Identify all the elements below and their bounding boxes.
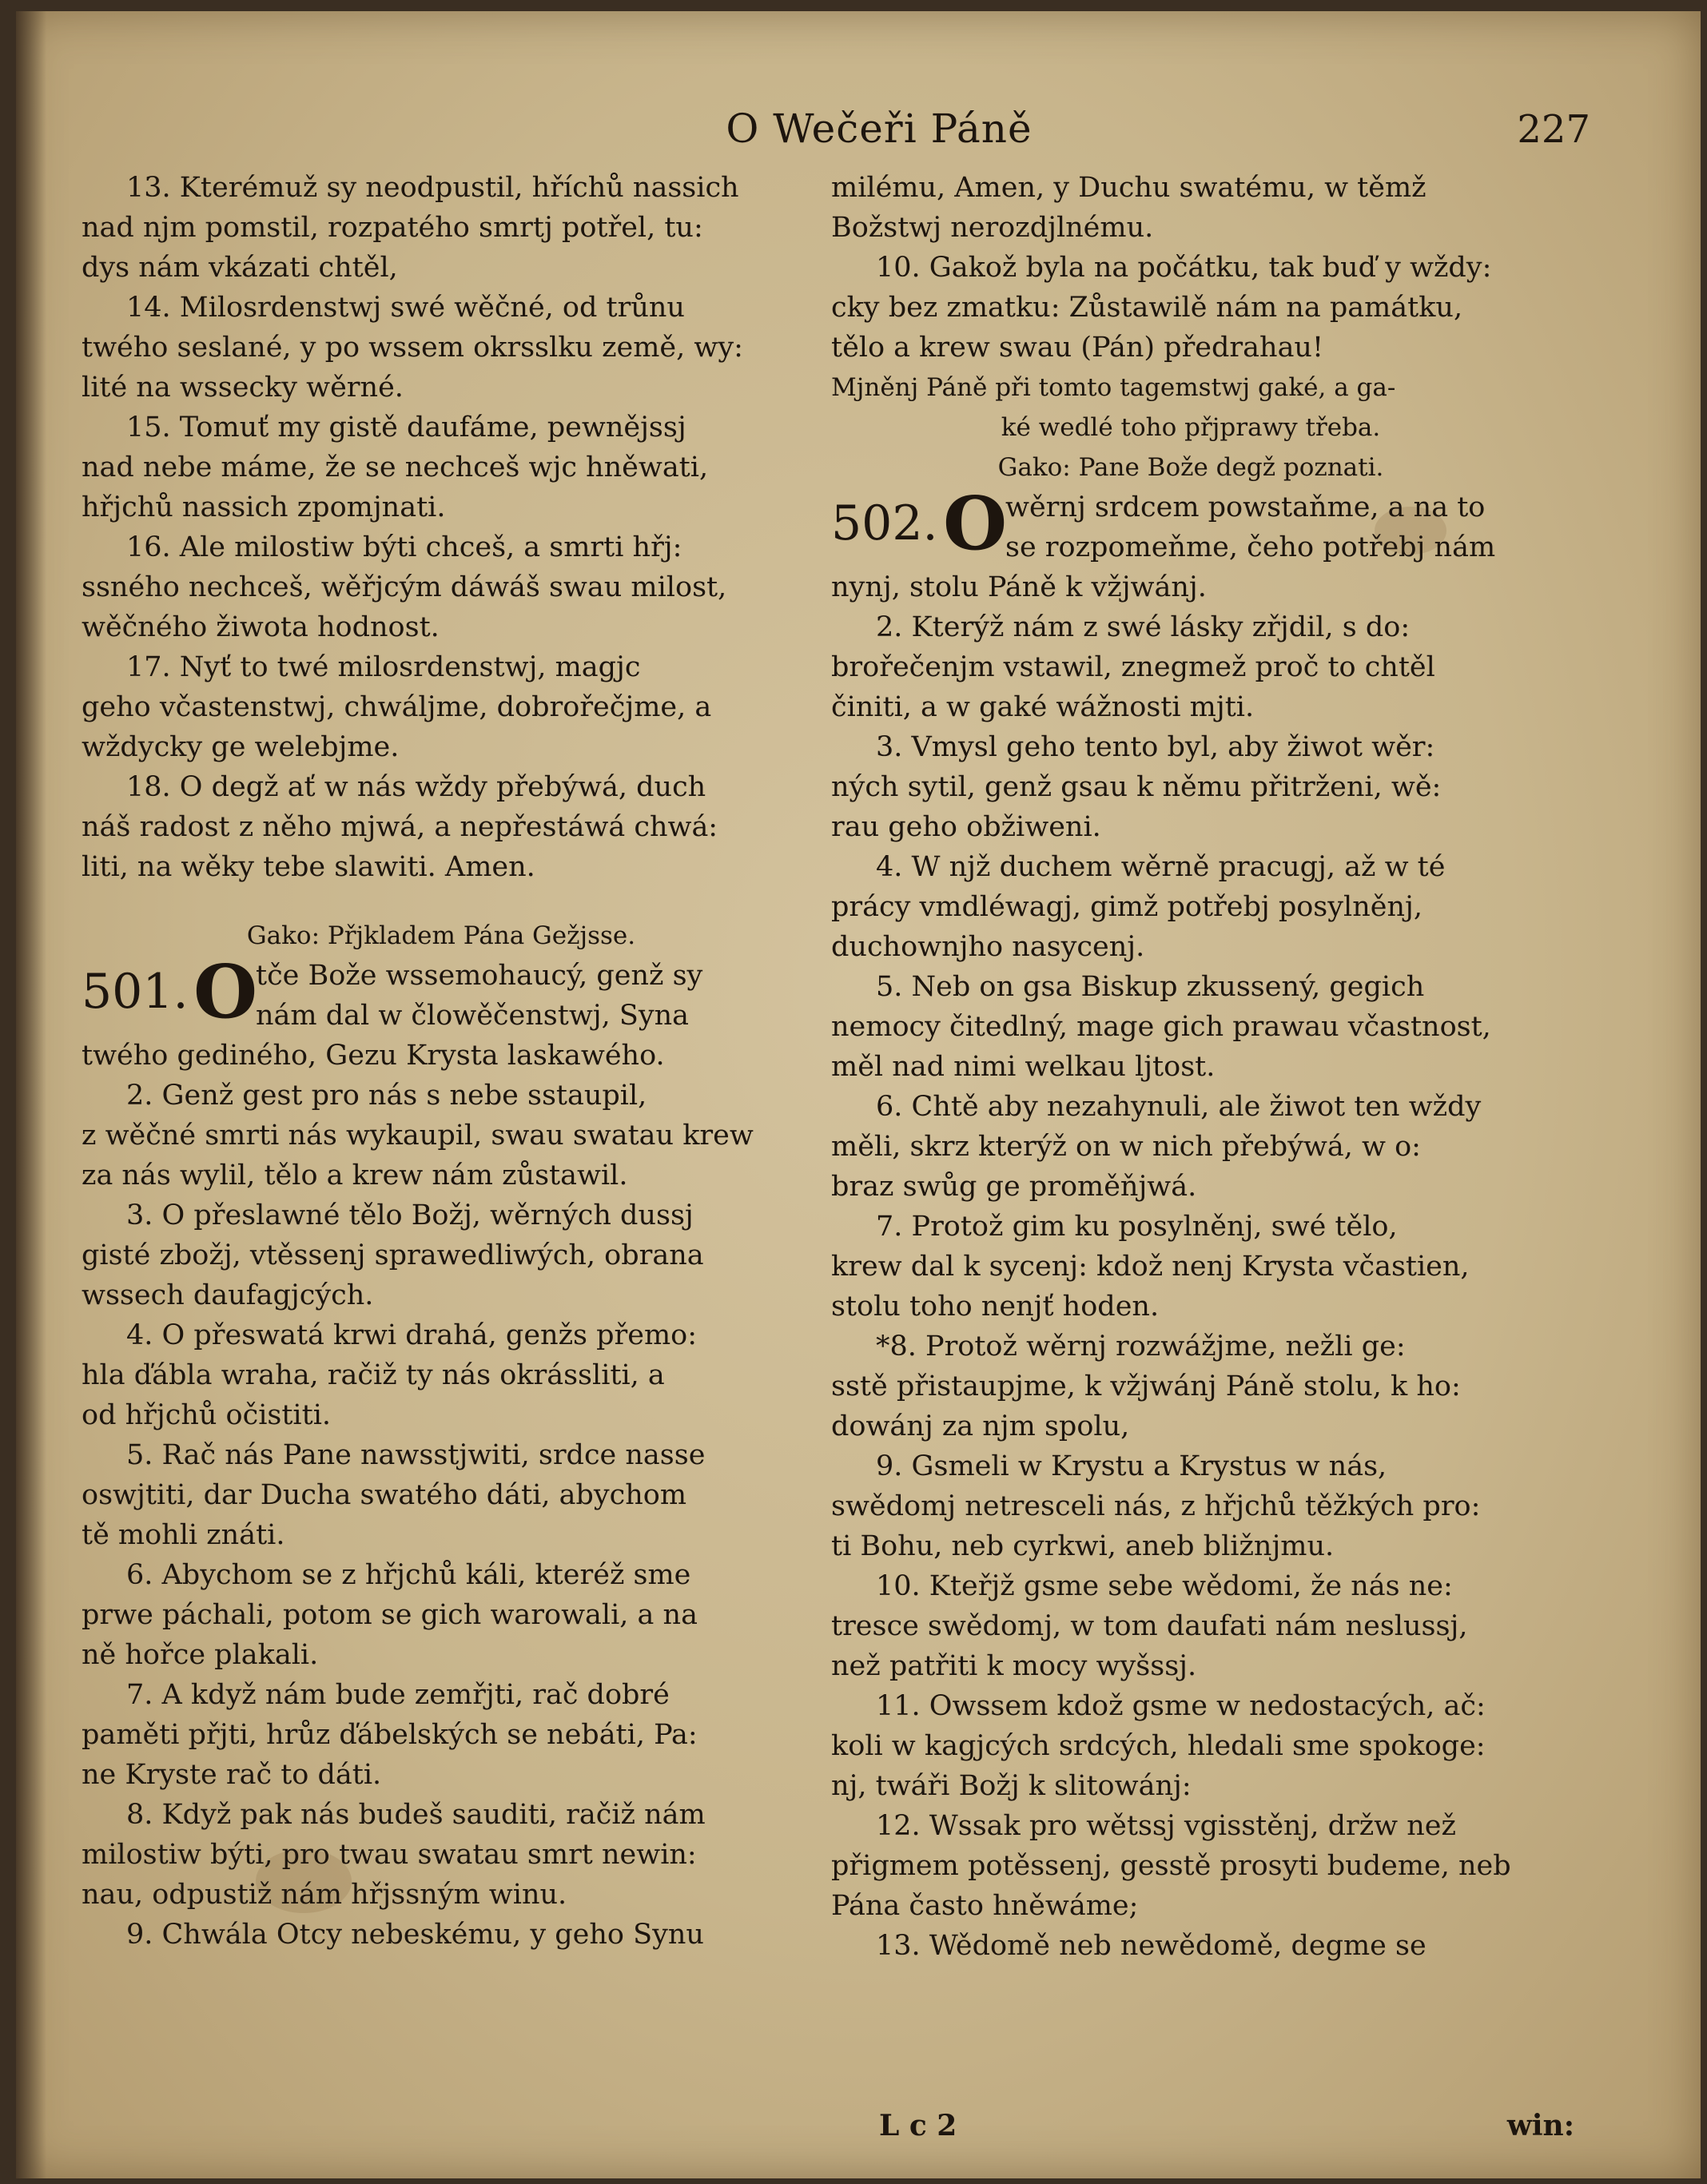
text-line: prwe páchali, potom se gich warowali, a na bbox=[82, 1599, 698, 1631]
text-line: 7. Protož gim ku posylněnj, swé tělo, bbox=[876, 1211, 1398, 1243]
song-502-melody: Gako: Pane Bože degž poznati. bbox=[997, 453, 1384, 482]
text-line: 10. Gakož byla na počátku, tak buď y wždy: bbox=[876, 252, 1492, 284]
rubric-line-1: Mjněnj Páně při tomto tagemstwj gaké, a ga- bbox=[831, 373, 1396, 402]
text-line: 2. Genž gest pro nás s nebe sstaupil, bbox=[126, 1080, 647, 1112]
text-line: ssného nechceš, wěřjcým dáwáš swau milost, bbox=[82, 571, 727, 603]
text-line: nad nebe máme, že se nechceš wjc hněwati, bbox=[82, 452, 709, 483]
text-line: 10. Kteřjž gsme sebe wědomi, že nás ne: bbox=[876, 1570, 1453, 1602]
rubric-line-2: ké wedlé toho přjprawy třeba. bbox=[1001, 413, 1381, 442]
text-line: twého seslané, y po wssem okrsslku země, wy: bbox=[82, 332, 743, 364]
text-line: dowánj za njm spolu, bbox=[831, 1410, 1130, 1442]
text-line: duchownjho nasycenj. bbox=[831, 931, 1145, 963]
text-line: 4. O přeswatá krwi drahá, genžs přemo: bbox=[126, 1319, 697, 1351]
text-line: ných sytil, genž gsau k němu přitrženi, wě: bbox=[831, 771, 1442, 803]
text-line: hla ďábla wraha, račiž ty nás okrássliti, a bbox=[82, 1359, 665, 1391]
text-line: nynj, stolu Páně k vžjwánj. bbox=[831, 571, 1207, 603]
text-line: koli w kagjcých srdcých, hledali sme spokoge: bbox=[831, 1730, 1486, 1762]
song-501-second-line: nám dal w člowěčenstwj, Syna bbox=[256, 1000, 690, 1032]
text-line: 3. Vmysl geho tento byl, aby žiwot wěr: bbox=[876, 731, 1435, 763]
text-line: činiti, a w gaké wážnosti mjti. bbox=[831, 691, 1255, 723]
text-line: prácy vmdléwagj, gimž potřebj posylněnj, bbox=[831, 891, 1423, 923]
left-column bbox=[82, 168, 801, 1955]
text-line: 9. Chwála Otcy nebeskému, y geho Synu bbox=[126, 1919, 704, 1951]
text-line: twého gediného, Gezu Krysta laskawého. bbox=[82, 1040, 665, 1072]
text-line: oswjtiti, dar Ducha swatého dáti, abychom bbox=[82, 1479, 687, 1511]
song-501-number: 501. bbox=[82, 964, 189, 1020]
text-line: tě mohli znáti. bbox=[82, 1519, 285, 1551]
signature-mark: L c 2 bbox=[879, 2109, 957, 2142]
text-line: wždycky ge welebjme. bbox=[82, 731, 400, 763]
text-line: než patřiti k mocy wyšssj. bbox=[831, 1650, 1197, 1682]
text-line: 15. Tomuť my gistě daufáme, pewnějssj bbox=[126, 412, 686, 444]
text-line: liti, na wěky tebe slawiti. Amen. bbox=[82, 851, 535, 883]
text-line: 11. Owssem kdož gsme w nedostacých, ač: bbox=[876, 1690, 1486, 1722]
book-page bbox=[16, 11, 1701, 2178]
text-line: 2. Kterýž nám z swé lásky zřjdil, s do: bbox=[876, 611, 1411, 643]
text-line: od hřjchů očistiti. bbox=[82, 1399, 332, 1431]
text-line: nemocy čitedlný, mage gich prawau včastnost, bbox=[831, 1011, 1491, 1043]
right-column bbox=[831, 168, 1550, 1966]
text-line: 5. Rač nás Pane nawsstjwiti, srdce nasse bbox=[126, 1439, 706, 1471]
text-line: gisté zbožj, vtěssenj sprawedliwých, obrana bbox=[82, 1239, 704, 1271]
song-501-first-line: tče Bože wssemohaucý, genž sy bbox=[256, 960, 703, 992]
text-line: z wěčné smrti nás wykaupil, swau swatau krew bbox=[82, 1120, 754, 1152]
song-502-header bbox=[831, 480, 1550, 567]
song-502-verses bbox=[831, 567, 1550, 1966]
song-502-second-line: se rozpomeňme, čeho potřebj nám bbox=[1005, 531, 1496, 563]
song-502-number: 502. bbox=[831, 495, 938, 551]
song-501-dropcap: O bbox=[193, 949, 258, 1035]
song-501-header bbox=[82, 949, 801, 1036]
text-line: 4. W njž duchem wěrně pracugj, až w té bbox=[876, 851, 1446, 883]
spine-shadow bbox=[16, 11, 46, 2178]
text-line: lité na wssecky wěrné. bbox=[82, 372, 404, 404]
text-line: ti Bohu, neb cyrkwi, aneb bližnjmu. bbox=[831, 1530, 1335, 1562]
text-line: milostiw býti, pro twau swatau smrt newin: bbox=[82, 1839, 697, 1871]
hymn-500-ending bbox=[82, 168, 801, 887]
text-line: Pána často hněwáme; bbox=[831, 1890, 1139, 1922]
text-line: braz swůg ge proměňjwá. bbox=[831, 1171, 1197, 1203]
text-line: ne Kryste rač to dáti. bbox=[82, 1759, 382, 1791]
text-line: 6. Abychom se z hřjchů káli, kteréž sme bbox=[126, 1559, 691, 1591]
catchword: win: bbox=[1506, 2109, 1574, 2142]
text-line: za nás wylil, tělo a krew nám zůstawil. bbox=[82, 1160, 628, 1191]
text-line: hřjchů nassich zpomjnati. bbox=[82, 491, 446, 523]
text-line: 16. Ale milostiw býti chceš, a smrti hřj: bbox=[126, 531, 682, 563]
text-line: 7. A když nám bude zemřjti, rač dobré bbox=[126, 1679, 670, 1711]
text-line: tělo a krew swau (Pán) předrahau! bbox=[831, 332, 1324, 364]
text-line: milému, Amen, y Duchu swatému, w těmž bbox=[831, 172, 1426, 204]
song-501-melody: Gako: Přjkladem Pána Gežjsse. bbox=[246, 921, 636, 950]
text-line: paměti přjti, hrůz ďábelských se nebáti, Pa: bbox=[82, 1719, 698, 1751]
song-502-dropcap: O bbox=[943, 480, 1008, 567]
running-head-title: O Wečeři Páně bbox=[726, 105, 1033, 152]
text-line: 17. Nyť to twé milosrdenstwj, magjc bbox=[126, 651, 641, 683]
text-line: ně hořce plakali. bbox=[82, 1639, 319, 1671]
text-line: 13. Wědomě neb newědomě, degme se bbox=[876, 1930, 1426, 1962]
text-line: geho včastenstwj, chwáljme, dobrořečjme, a bbox=[82, 691, 712, 723]
text-line: Božstwj nerozdjlnému. bbox=[831, 212, 1154, 244]
text-line: nad njm pomstil, rozpatého smrtj potřel, tu: bbox=[82, 212, 703, 244]
text-line: 12. Wssak pro wětssj vgisstěnj, držw než bbox=[876, 1810, 1456, 1842]
text-line: 13. Kterémuž sy neodpustil, hříchů nassich bbox=[126, 172, 739, 204]
text-line: 8. Když pak nás budeš sauditi, račiž nám bbox=[126, 1799, 706, 1831]
page-number: 227 bbox=[1517, 107, 1590, 152]
text-line: krew dal k sycenj: kdož nenj Krysta včastien, bbox=[831, 1251, 1470, 1283]
text-line: tresce swědomj, w tom daufati nám neslussj, bbox=[831, 1610, 1468, 1642]
text-line: wssech daufagjcých. bbox=[82, 1279, 374, 1311]
text-line: wěčného žiwota hodnost. bbox=[82, 611, 440, 643]
text-line: dys nám vkázati chtěl, bbox=[82, 252, 398, 284]
text-line: sstě přistaupjme, k vžjwánj Páně stolu, k ho: bbox=[831, 1370, 1461, 1402]
text-line: 6. Chtě aby nezahynuli, ale žiwot ten wždy bbox=[876, 1091, 1482, 1123]
text-line: 3. O přeslawné tělo Božj, wěrných dussj bbox=[126, 1199, 694, 1231]
text-line: měli, skrz kterýž on w nich přebýwá, w o: bbox=[831, 1131, 1421, 1163]
text-line: 14. Milosrdenstwj swé wěčné, od trůnu bbox=[126, 292, 685, 324]
song-502-first-line: wěrnj srdcem powstaňme, a na to bbox=[1005, 491, 1486, 523]
text-line: brořečenjm vstawil, znegmež proč to chtěl bbox=[831, 651, 1435, 683]
text-line: *8. Protož wěrnj rozwážjme, nežli ge: bbox=[876, 1331, 1406, 1363]
song-501-verses bbox=[82, 1036, 801, 1955]
text-line: náš radost z něho mjwá, a nepřestáwá chwá: bbox=[82, 811, 718, 843]
text-line: 18. O degž ať w nás wždy přebýwá, duch bbox=[126, 771, 706, 803]
text-line: nj, twáři Božj k slitowánj: bbox=[831, 1770, 1192, 1802]
song-501-ending bbox=[831, 168, 1550, 368]
text-line: 5. Neb on gsa Biskup zkussený, gegich bbox=[876, 971, 1425, 1003]
text-line: 9. Gsmeli w Krystu a Krystus w nás, bbox=[876, 1450, 1387, 1482]
text-line: nau, odpustiž nám hřjssným winu. bbox=[82, 1879, 567, 1911]
text-line: stolu toho nenjť hoden. bbox=[831, 1291, 1160, 1323]
text-line: měl nad nimi welkau ljtost. bbox=[831, 1051, 1216, 1083]
text-line: cky bez zmatku: Zůstawilě nám na památku, bbox=[831, 292, 1463, 324]
text-line: přigmem potěssenj, gesstě prosyti budeme, neb bbox=[831, 1850, 1511, 1882]
text-line: rau geho obžiweni. bbox=[831, 811, 1101, 843]
text-line: swědomj netresceli nás, z hřjchů těžkých pro: bbox=[831, 1490, 1481, 1522]
